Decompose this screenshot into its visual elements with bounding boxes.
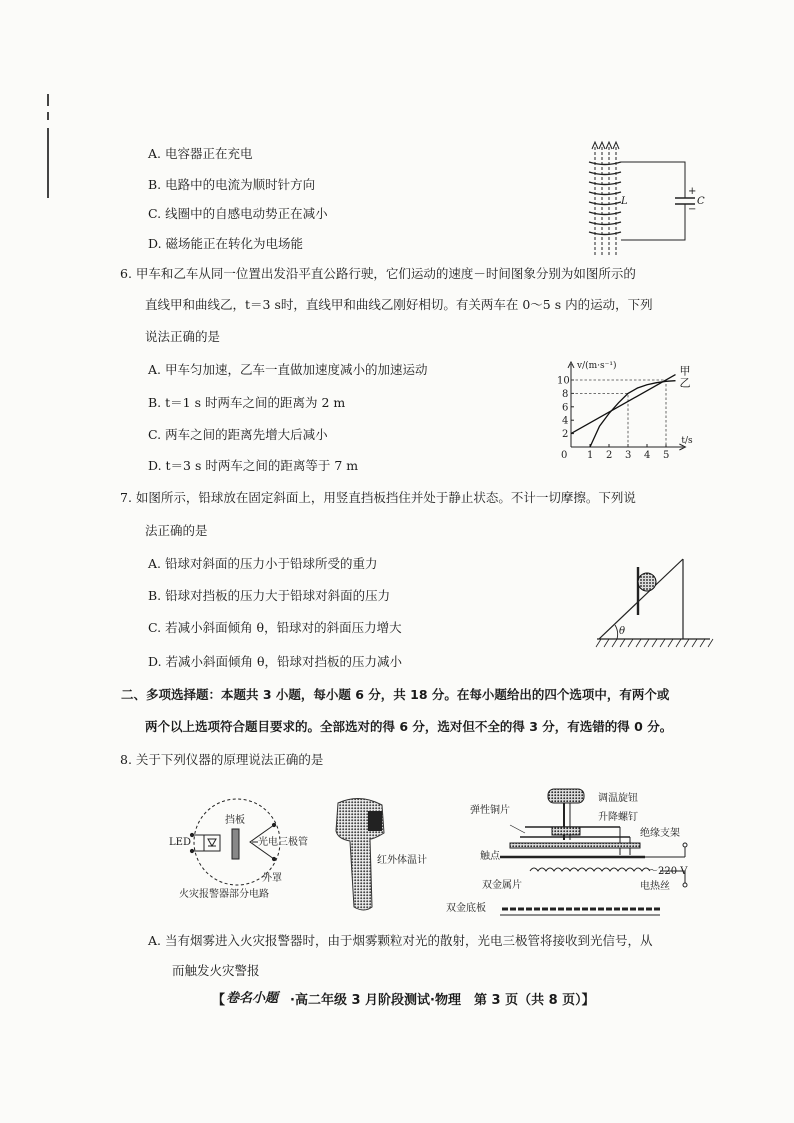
x-tick-label: 1: [587, 450, 594, 461]
theta-label: θ: [619, 626, 626, 637]
scan-mark: [47, 128, 49, 198]
q5-option-b: B. 电路中的电流为顺时针方向: [148, 177, 316, 192]
q7-option-d: D. 若减小斜面倾角 θ，铅球对挡板的压力减小: [148, 654, 403, 669]
footer-brand-logo: 卷名小题: [226, 991, 279, 1006]
footer-page-info: ·高二年级 3 月阶段测试·物理 第 3 页（共 8 页）】: [290, 993, 595, 1008]
q8-stem: 8. 关于下列仪器的原理说法正确的是: [120, 752, 324, 767]
fire-alarm-caption: 火灾报警器部分电路: [179, 889, 269, 900]
y-tick-label: 4: [562, 415, 569, 427]
x-tick-label: 5: [663, 450, 670, 461]
q6-option-b: B. t＝1 s 时两车之间的距离为 2 m: [148, 395, 346, 410]
footer-open-bracket: 【: [212, 993, 226, 1008]
phototransistor-label: 光电三极管: [258, 837, 308, 848]
q7-stem-line1: 7. 如图所示，铅球放在固定斜面上，用竖直挡板挡住并处于静止状态。不计一切摩擦。下列说: [120, 490, 636, 505]
heater-label: 电热丝: [640, 881, 670, 892]
cover-label: 外罩: [262, 873, 282, 884]
q6-option-a: A. 甲车匀加速，乙车一直做加速度减小的加速运动: [148, 362, 428, 377]
capacitor-label: C: [697, 196, 705, 207]
q6-option-d: D. t＝3 s 时两车之间的距离等于 7 m: [148, 458, 359, 473]
scan-mark: [47, 112, 49, 120]
x-axis-label: t/s: [681, 436, 693, 446]
incline-ball-figure: [595, 555, 715, 650]
section2-line2: 两个以上选项符合题目要求的。全部选对的得 6 分，选对但不全的得 3 分，有选错的得 0 分。: [145, 719, 673, 734]
q7-option-b: B. 铅球对挡板的压力大于铅球对斜面的压力: [148, 588, 391, 603]
q7-option-a: A. 铅球对斜面的压力小于铅球所受的重力: [148, 556, 378, 571]
contact-label: 触点: [480, 851, 500, 862]
x-tick-label: 3: [625, 450, 632, 461]
knob-label: 调温旋钮: [598, 793, 638, 804]
inductor-label: L: [621, 196, 628, 207]
q6-stem-line1: 6. 甲车和乙车从同一位置出发沿平直公路行驶，它们运动的速度－时间图象分别为如图所示的: [120, 266, 636, 281]
scan-mark: [47, 94, 49, 106]
baffle-label: 挡板: [225, 815, 245, 826]
q8-option-a-line1: A. 当有烟雾进入火灾报警器时，由于烟雾颗粒对光的散射，光电三极管将接收到光信号，从: [148, 933, 653, 948]
y-tick-label: 2: [562, 429, 569, 441]
plus-sign: +: [688, 186, 697, 197]
q5-option-d: D. 磁场能正在转化为电场能: [148, 236, 304, 251]
voltage-label: ～220 V: [648, 866, 688, 877]
q7-option-c: C. 若减小斜面倾角 θ，铅球对的斜面压力增大: [148, 620, 402, 635]
section2-line1: 二、多项选择题：本题共 3 小题，每小题 6 分，共 18 分。在每小题给出的四个选项中，有两个或: [121, 687, 670, 702]
series-line-1: [571, 375, 676, 434]
y-tick-label: 8: [562, 388, 569, 400]
q6-stem-line3: 说法正确的是: [145, 329, 221, 344]
q8-option-a-line2: 而触发火灾警报: [172, 963, 260, 978]
velocity-time-chart: [555, 340, 715, 465]
y-tick-label: 6: [562, 402, 569, 414]
dashed-guide: [571, 380, 666, 447]
spring-label: 弹性铜片: [470, 805, 510, 816]
q6-stem-line2: 直线甲和曲线乙，t＝3 s时，直线甲和曲线乙刚好相切。有关两车在 0～5 s 内的运动，下列: [145, 297, 653, 312]
x-tick-label: 4: [644, 450, 651, 461]
minus-sign: −: [688, 204, 697, 215]
lc-circuit-figure: [585, 140, 705, 255]
q7-stem-line2: 法正确的是: [145, 523, 208, 538]
y-axis-label: v/(m·s⁻¹): [577, 360, 617, 371]
bimetal-label: 双金属片: [482, 880, 522, 891]
series-label-2: 乙: [679, 376, 691, 390]
led-label: LED: [169, 837, 191, 848]
q5-option-a: A. 电容器正在充电: [148, 146, 253, 161]
support-label: 绝缘支架: [640, 828, 680, 839]
q5-option-c: C. 线圈中的自感电动势正在减小: [148, 206, 328, 221]
thermometer-caption: 红外体温计: [377, 855, 427, 866]
series-label-1: 甲: [679, 364, 691, 378]
series-line-2: [590, 381, 676, 447]
y-tick-label: 10: [557, 375, 570, 387]
x-tick-label: 2: [606, 450, 613, 461]
q6-option-c: C. 两车之间的距离先增大后减小: [148, 427, 328, 442]
screw-label: 升降螺钉: [598, 812, 638, 823]
base-label: 双金底板: [446, 903, 486, 914]
x-tick-label: 0: [561, 450, 568, 461]
